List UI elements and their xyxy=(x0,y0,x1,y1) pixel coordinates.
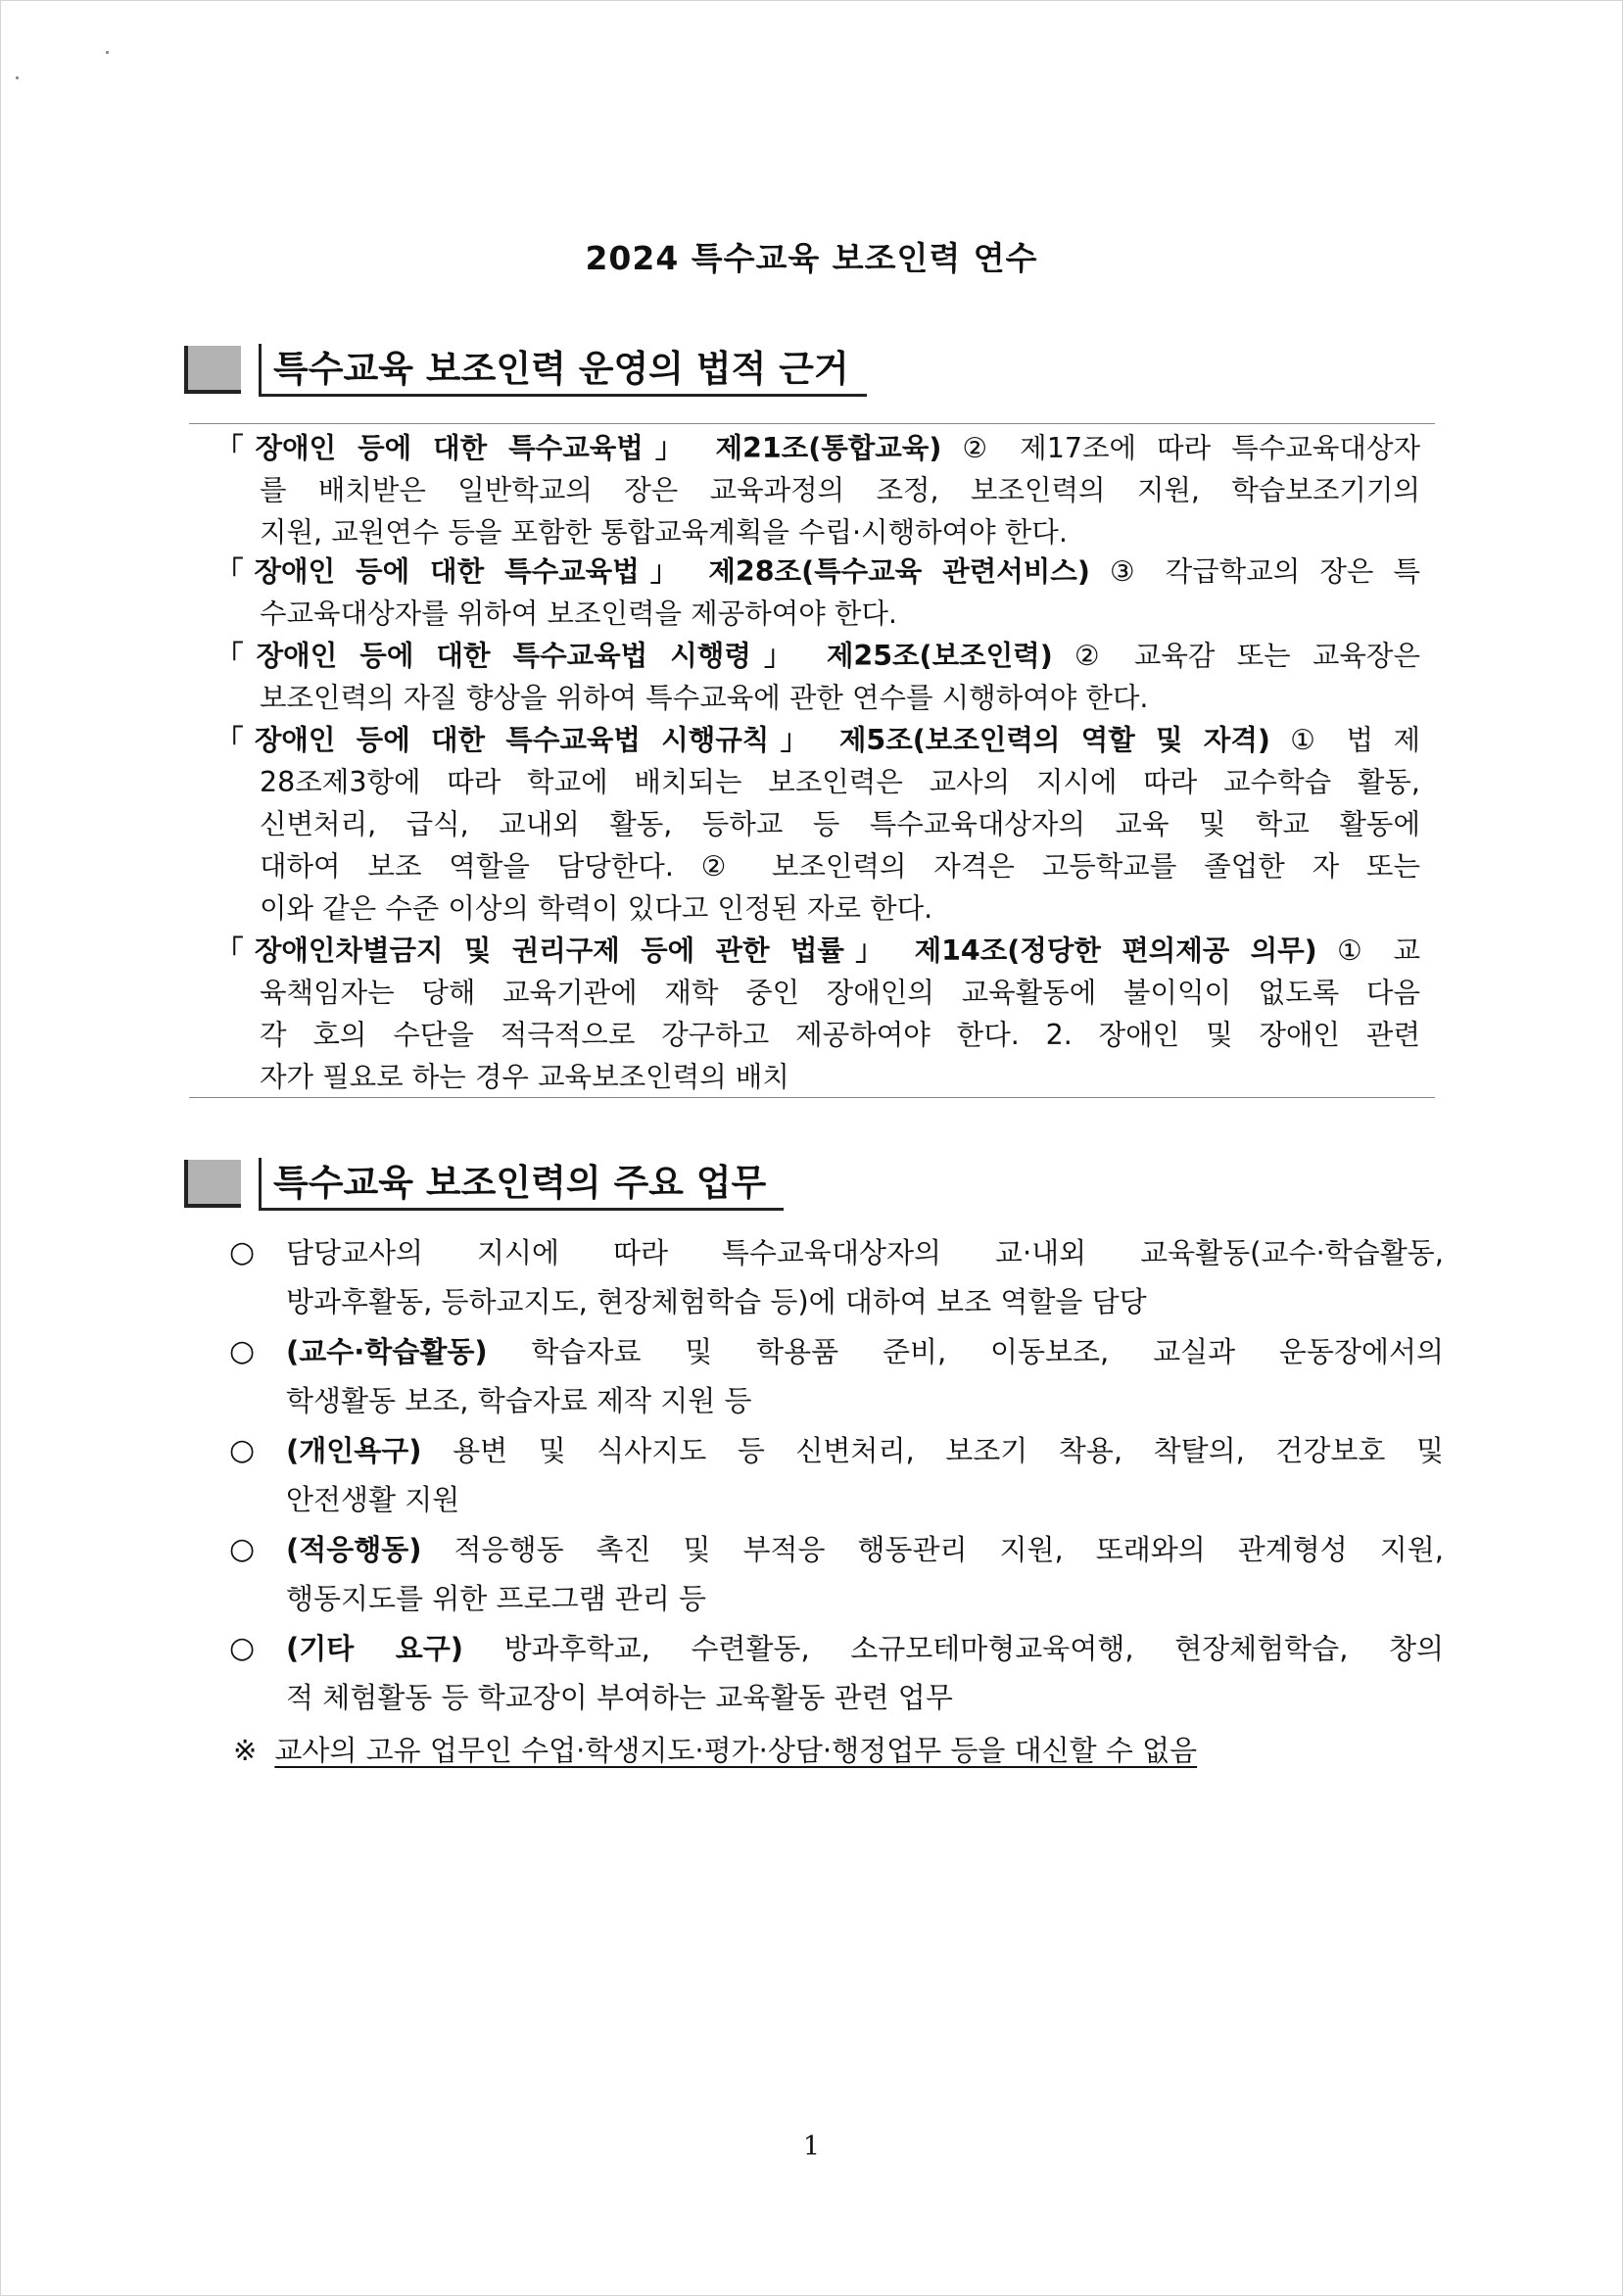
law-name: 「장애인 등에 대한 특수교육법」 xyxy=(215,555,690,588)
duty-line: 안전생활 지원 xyxy=(286,1483,460,1516)
duty-text: 학습자료 및 학용품 준비, 이동보조, 교실과 운동장에서의 xyxy=(531,1335,1444,1368)
duty-text: 용변 및 식사지도 등 신변처리, 보조기 착용, 착탈의, 건강보호 및 xyxy=(453,1434,1444,1467)
law-line: 자가 필요로 하는 경우 교육보조인력의 배치 xyxy=(260,1061,789,1093)
duty-line: 담당교사의 지시에 따라 특수교육대상자의 교·내외 교육활동(교수·학습활동, xyxy=(286,1236,1444,1269)
circle-bullet-icon: ○ xyxy=(229,1433,256,1467)
law-line: 신변처리, 급식, 교내외 활동, 등하교 등 특수교육대상자의 교육 및 학교 활동에 xyxy=(260,808,1420,840)
duty-item xyxy=(229,1228,1444,1326)
circle-bullet-icon: ○ xyxy=(229,1532,256,1566)
duties-list xyxy=(229,1228,1444,1723)
law-text: ③ 각급학교의 장은 특 xyxy=(1109,555,1421,588)
law-article: 제5조(보조인력의 역할 및 자격) xyxy=(838,724,1270,756)
duty-line xyxy=(229,1327,1444,1376)
law-line xyxy=(215,719,1420,761)
law-text: ① 교 xyxy=(1337,934,1421,967)
circle-bullet-icon: ○ xyxy=(229,1631,256,1665)
duty-item xyxy=(229,1327,1444,1425)
scan-speck xyxy=(16,76,19,79)
law-text: ② 교육감 또는 교육장은 xyxy=(1074,640,1420,672)
law-line: 이와 같은 수준 이상의 학력이 있다고 인정된 자로 한다. xyxy=(260,892,933,925)
duty-line xyxy=(229,1525,1444,1574)
page-number: 1 xyxy=(802,2131,821,2162)
circle-bullet-icon: ○ xyxy=(229,1235,256,1269)
duty-item xyxy=(229,1426,1444,1524)
law-name: 「장애인차별금지 및 권리구제 등에 관한 법률」 xyxy=(215,934,895,967)
law-line: 수교육대상자를 위하여 보조인력을 제공하여야 한다. xyxy=(260,598,897,630)
duty-line xyxy=(229,1426,1444,1475)
duty-line: 학생활동 보조, 학습자료 제작 지원 등 xyxy=(286,1384,752,1417)
law-line: 대하여 보조 역할을 담당한다. ② 보조인력의 자격은 고등학교를 졸업한 자 또는 xyxy=(260,850,1420,883)
law-line xyxy=(215,930,1420,972)
duty-line xyxy=(229,1624,1444,1673)
law-item xyxy=(215,635,1420,719)
law-name: 「장애인 등에 대한 특수교육법 시행규칙」 xyxy=(215,724,820,756)
law-line: 육책임자는 당해 교육기관에 재학 중인 장애인의 교육활동에 불이익이 없도록 다음 xyxy=(260,977,1420,1009)
law-name: 「장애인 등에 대한 특수교육법」 xyxy=(215,432,695,464)
duty-line: 방과후활동, 등하교지도, 현장체험학습 등)에 대하여 보조 역할을 담당 xyxy=(286,1285,1147,1318)
duty-line: 행동지도를 위한 프로그램 관리 등 xyxy=(286,1582,707,1615)
law-item xyxy=(215,930,1420,1098)
law-text: ② 제17조에 따라 특수교육대상자 xyxy=(962,432,1421,464)
law-line: 28조제3항에 따라 학교에 배치되는 보조인력은 교사의 지시에 따라 교수학습 활동, xyxy=(260,766,1420,798)
scan-speck xyxy=(106,51,109,54)
duty-item xyxy=(229,1525,1444,1623)
duty-label: (적응행동) xyxy=(286,1533,422,1566)
notice-text: 교사의 고유 업무인 수업·학생지도·평가·상담·행정업무 등을 대신할 수 없음 xyxy=(274,1734,1198,1767)
duty-text: 적응행동 촉진 및 부적응 행동관리 지원, 또래와의 관계형성 지원, xyxy=(453,1533,1444,1566)
law-item xyxy=(215,427,1420,553)
law-line xyxy=(215,550,1420,593)
circle-bullet-icon: ○ xyxy=(229,1334,256,1368)
law-name: 「장애인 등에 대한 특수교육법 시행령」 xyxy=(215,640,805,672)
law-line: 를 배치받은 일반학교의 장은 교육과정의 조정, 보조인력의 지원, 학습보조기기의 xyxy=(260,474,1420,506)
law-article: 제21조(통합교육) xyxy=(715,432,942,464)
notice xyxy=(233,1726,1197,1775)
section-title-duties: 특수교육 보조인력의 주요 업무 xyxy=(259,1158,784,1211)
duty-label: (기타 요구) xyxy=(286,1632,463,1665)
law-line xyxy=(215,635,1420,677)
reference-mark-icon: ※ xyxy=(233,1734,258,1767)
law-item xyxy=(215,719,1420,930)
law-line: 보조인력의 자질 향상을 위하여 특수교육에 관한 연수를 시행하여야 한다. xyxy=(260,682,1149,714)
duty-line: 적 체험활동 등 학교장이 부여하는 교육활동 관련 업무 xyxy=(286,1681,953,1714)
law-article: 제14조(정당한 편의제공 의무) xyxy=(914,934,1317,967)
section-title-legal: 특수교육 보조인력 운영의 법적 근거 xyxy=(259,344,867,397)
law-line: 지원, 교원연수 등을 포함한 통합교육계획을 수립·시행하여야 한다. xyxy=(260,516,1068,549)
law-text: ① 법 제 xyxy=(1290,724,1420,756)
law-article: 제28조(특수교육 관련서비스) xyxy=(708,555,1090,588)
duty-label: (개인욕구) xyxy=(286,1434,422,1467)
duty-text: 방과후학교, 수련활동, 소규모테마형교육여행, 현장체험학습, 창의 xyxy=(503,1632,1444,1665)
law-line: 각 호의 수단을 적극적으로 강구하고 제공하여야 한다. 2. 장애인 및 장애인 관련 xyxy=(260,1019,1420,1051)
law-line xyxy=(215,427,1420,469)
section-marker-box xyxy=(184,1160,241,1208)
section-marker-box xyxy=(184,346,241,394)
duty-label: (교수·학습활동) xyxy=(286,1335,488,1368)
law-item xyxy=(215,550,1420,635)
law-article: 제25조(보조인력) xyxy=(826,640,1053,672)
duty-item xyxy=(229,1624,1444,1722)
document-title: 2024 특수교육 보조인력 연수 xyxy=(585,239,1038,277)
